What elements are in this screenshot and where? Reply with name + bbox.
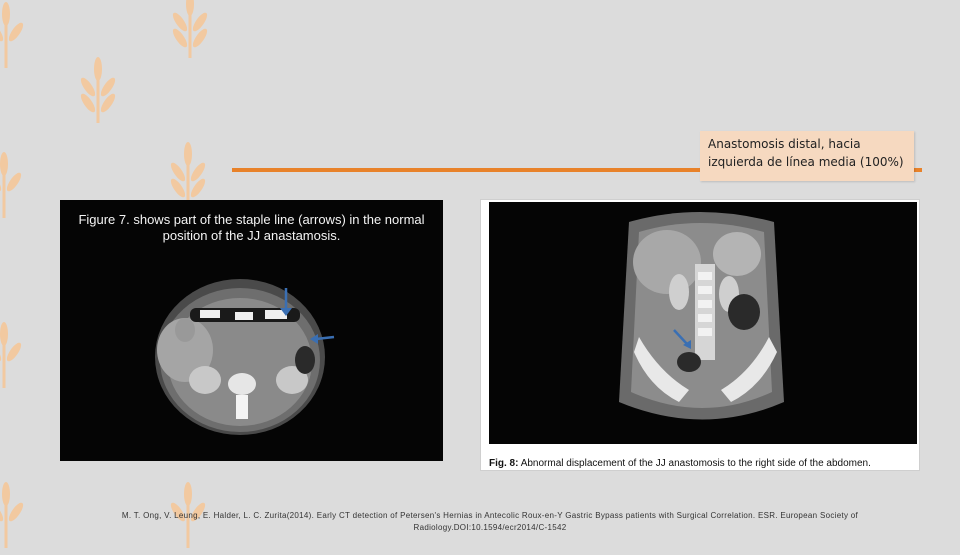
leaf-decoration-icon [170,0,210,60]
figure-8-panel [480,199,920,471]
leaf-decoration-icon [0,320,24,390]
coronal-ct-scan-image [489,202,917,444]
callout-text: Anastomosis distal, hacia izquierda de línea media (100%) [708,137,904,169]
figure-8-label: Fig. 8: [489,458,519,469]
callout-note [700,131,914,181]
leaf-decoration-icon [0,150,24,220]
leaf-decoration-icon [0,0,26,70]
citation-text: M. T. Ong, V. Leung, E. Halder, L. C. Zurita(2014). Early CT detection of Petersen's Hernias in Antecolic Roux-en-Y Gastric Bypass patients with Surgical Correlation. ESR. European Society of Radiology.DOI:10.1594/ecr2014/C-1542 [121,511,859,532]
figure-7-ct-image [60,200,443,461]
figure-8-caption-text: Abnormal displacement of the JJ anastomosis to the right side of the abdomen. [520,458,871,469]
figure-7-caption: Figure 7. shows part of the staple line (arrows) in the normal position of the JJ anastamosis. [78,212,425,243]
leaf-decoration-icon [78,55,118,125]
figure-8-caption [489,458,871,469]
